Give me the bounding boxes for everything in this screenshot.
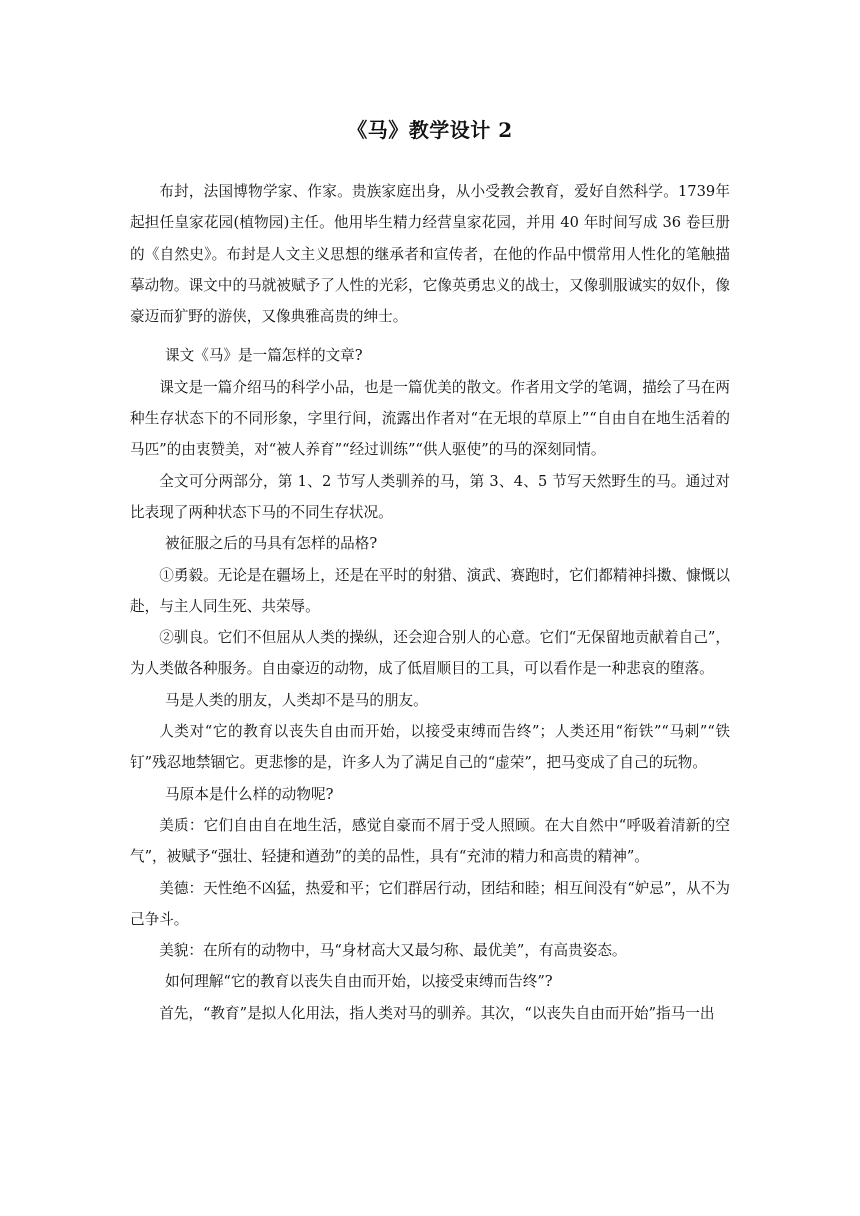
question-heading: 被征服之后的马具有怎样的品格?: [165, 535, 378, 553]
paragraph: 美德：天性绝不凶猛，热爱和平；它们群居行动，团结和睦；相互间没有“妒忌”，从不为己争斗。: [130, 879, 730, 928]
document-body: [130, 176, 730, 1029]
paragraph: 课文是一篇介绍马的科学小品，也是一篇优美的散文。作者用文学的笔调，描绘了马在两种生存状态下的不同形象，字里行间，流露出作者对“在无垠的草原上”“自由自在地生活着的马匹”的由衷赞美，对“被人养育”“经过训练”“供人驱使”的马的深刻同情。: [130, 378, 730, 459]
paragraph: 人类对“它的教育以丧失自由而开始，以接受束缚而告终”；人类还用“衔铁”“马刺”“铁钉”残忍地禁锢它。更悲惨的是，许多人为了满足自己的“虚荣”，把马变成了自己的玩物。: [130, 723, 730, 772]
document-title: 《马》教学设计 2: [347, 118, 513, 142]
paragraph: 美貌：在所有的动物中，马“身材高大又最匀称、最优美”，有高贵姿态。: [159, 942, 627, 960]
question-heading: 马是人类的朋友，人类却不是马的朋友。: [165, 691, 428, 709]
paragraph-author-intro: 布封，法国博物学家、作家。贵族家庭出身，从小受教会教育，爱好自然科学。1739年起担任皇家花园(植物园)主任。他用毕生精力经营皇家花园，并用 40 年时间写成 36 卷巨册的《自然史》。布封是人文主义思想的继承者和宣传者，在他的作品中惯常用人性化的笔触描摹动物。课文中的马就被赋予了人性的光彩，它像英勇忠义的战士，又像驯服诚实的奴仆，像豪迈而犷野的游侠，又像典雅高贵的绅士。: [130, 183, 730, 326]
paragraph: 首先，“教育”是拟人化用法，指人类对马的驯养。其次，“以丧失自由而开始”指马一出: [159, 1004, 715, 1022]
paragraph: 美质：它们自由自在地生活，感觉自豪而不屑于受人照顾。在大自然中“呼吸着清新的空气”，被赋予“强壮、轻捷和遒劲”的美的品性，具有“充沛的精力和高贵的精神”。: [130, 816, 730, 866]
paragraph: ②驯良。它们不但屈从人类的操纵，还会迎合别人的心意。它们“无保留地贡献着自己”，为人类做各种服务。自由豪迈的动物，成了低眉顺目的工具，可以看作是一种悲哀的堕落。: [130, 629, 730, 678]
paragraph: 全文可分两部分，第 1、2 节写人类驯养的马，第 3、4、5 节写天然野生的马。通过对比表现了两种状态下马的不同生存状况。: [130, 472, 730, 521]
question-heading: 如何理解“它的教育以丧失自由而开始，以接受束缚而告终”?: [165, 973, 553, 991]
question-heading: 课文《马》是一篇怎样的文章?: [165, 347, 363, 365]
paragraph: ①勇毅。无论是在疆场上，还是在平时的射猎、演武、赛跑时，它们都精神抖擞、慷慨以赴，与主人同生死、共荣辱。: [130, 566, 730, 615]
question-heading: 马原本是什么样的动物呢?: [165, 785, 334, 803]
